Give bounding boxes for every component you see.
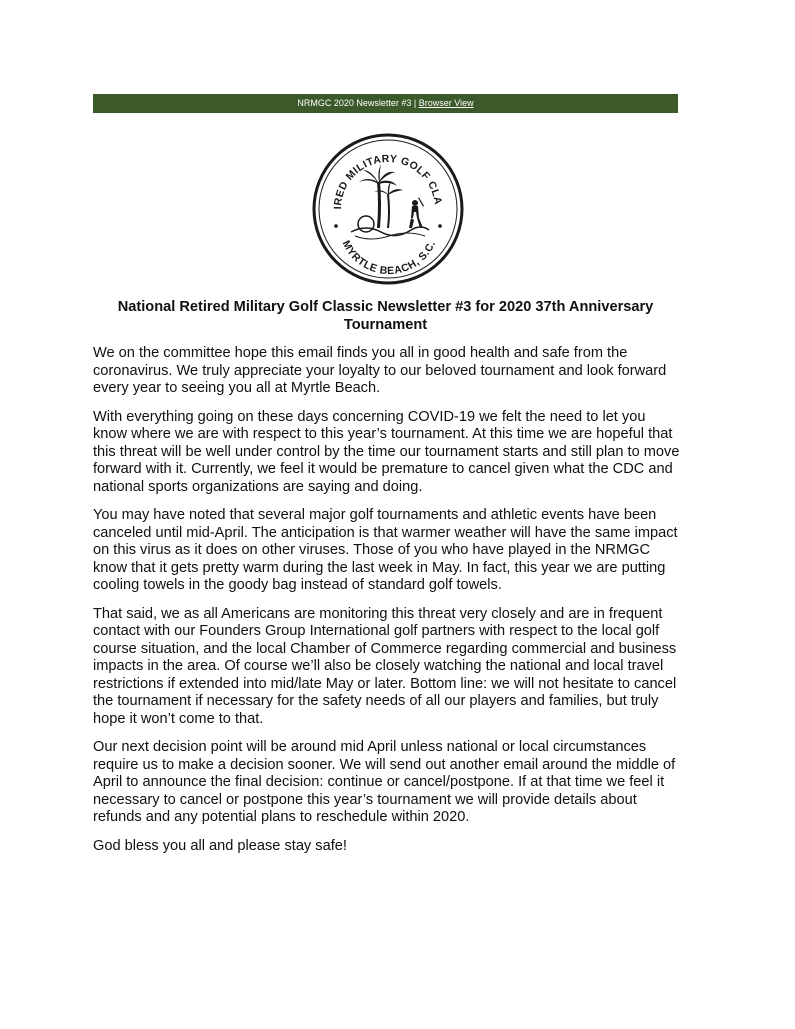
logo-seal-icon: [311, 132, 465, 286]
paragraph-5: Our next decision point will be around mid April unless national or local circumstances require us to make a decision sooner. We will send out another email around the middle of April to announce the final decision: continue or cancel/postpone. If at that time we feel it necessary to cancel or postpone this year’s tournament we will provide details about refunds and any potential plans to reschedule within 2020.: [93, 739, 676, 825]
paragraph-4: That said, we as all Americans are monitoring this threat very closely and are in frequent contact with our Founders Group International golf partners with respect to the local golf course situation, and the local Chamber of Commerce regarding commercial and business impacts in the area. Of course we’ll also be closely watching the national and local travel restrictions if extended into mid/late May or later. Bottom line: we will not hesitate to cancel the tournament if necessary for the safety needs of all our players and families, but truly hope it won’t come to that.: [93, 605, 677, 727]
sun-icon: [358, 216, 374, 232]
logo-bottom-text: MYRTLE BEACH, S.C.: [339, 238, 439, 278]
golf-classic-logo: [311, 132, 465, 286]
logo-top-text: IRED MILITARY GOLF CLA: [331, 152, 444, 210]
palm-trees-icon: [359, 164, 403, 228]
paragraph-1: We on the committee hope this email finds you all in good health and safe from the coronavirus. We truly appreciate your loyalty to our beloved tournament and look forward every year to seeing you all at Myrtle Beach.: [93, 345, 667, 396]
logo-dot-right: [438, 224, 442, 228]
newsletter-body: [93, 345, 683, 866]
newsletter-title: National Retired Military Golf Classic Newsletter #3 for 2020 37th Anniversary Tournament: [117, 299, 654, 333]
svg-text:MYRTLE BEACH, S.C.: [340, 239, 439, 278]
water-line-icon: [355, 233, 425, 239]
browser-view-link[interactable]: Browser View: [418, 98, 474, 108]
golfer-icon: [409, 197, 424, 228]
header-text: NRMGC 2020 Newsletter #3 |: [297, 98, 419, 108]
logo-dot-left: [334, 224, 338, 228]
paragraph-6: God bless you all and please stay safe!: [93, 837, 347, 854]
paragraph-2: With everything going on these days concerning COVID-19 we felt the need to let you know where we are with respect to this year’s tournament. At this time we are hopeful that this threat will be well under control by the time our tournament starts and still plan to move forward with it. Currently, we feel it would be premature to cancel given what the CDC and national sports organizations are saying and doing.: [93, 408, 680, 495]
newsletter-header-bar: [93, 94, 678, 113]
paragraph-3: You may have noted that several major golf tournaments and athletic events have been canceled until mid-April. The anticipation is that warmer weather will have the same impact on this virus as it does on other viruses. Those of you who have played in the NRMGC know that it gets pretty warm during the last week in May. In fact, this year we are putting cooling towels in the goody bag instead of standard golf towels.: [93, 507, 678, 593]
